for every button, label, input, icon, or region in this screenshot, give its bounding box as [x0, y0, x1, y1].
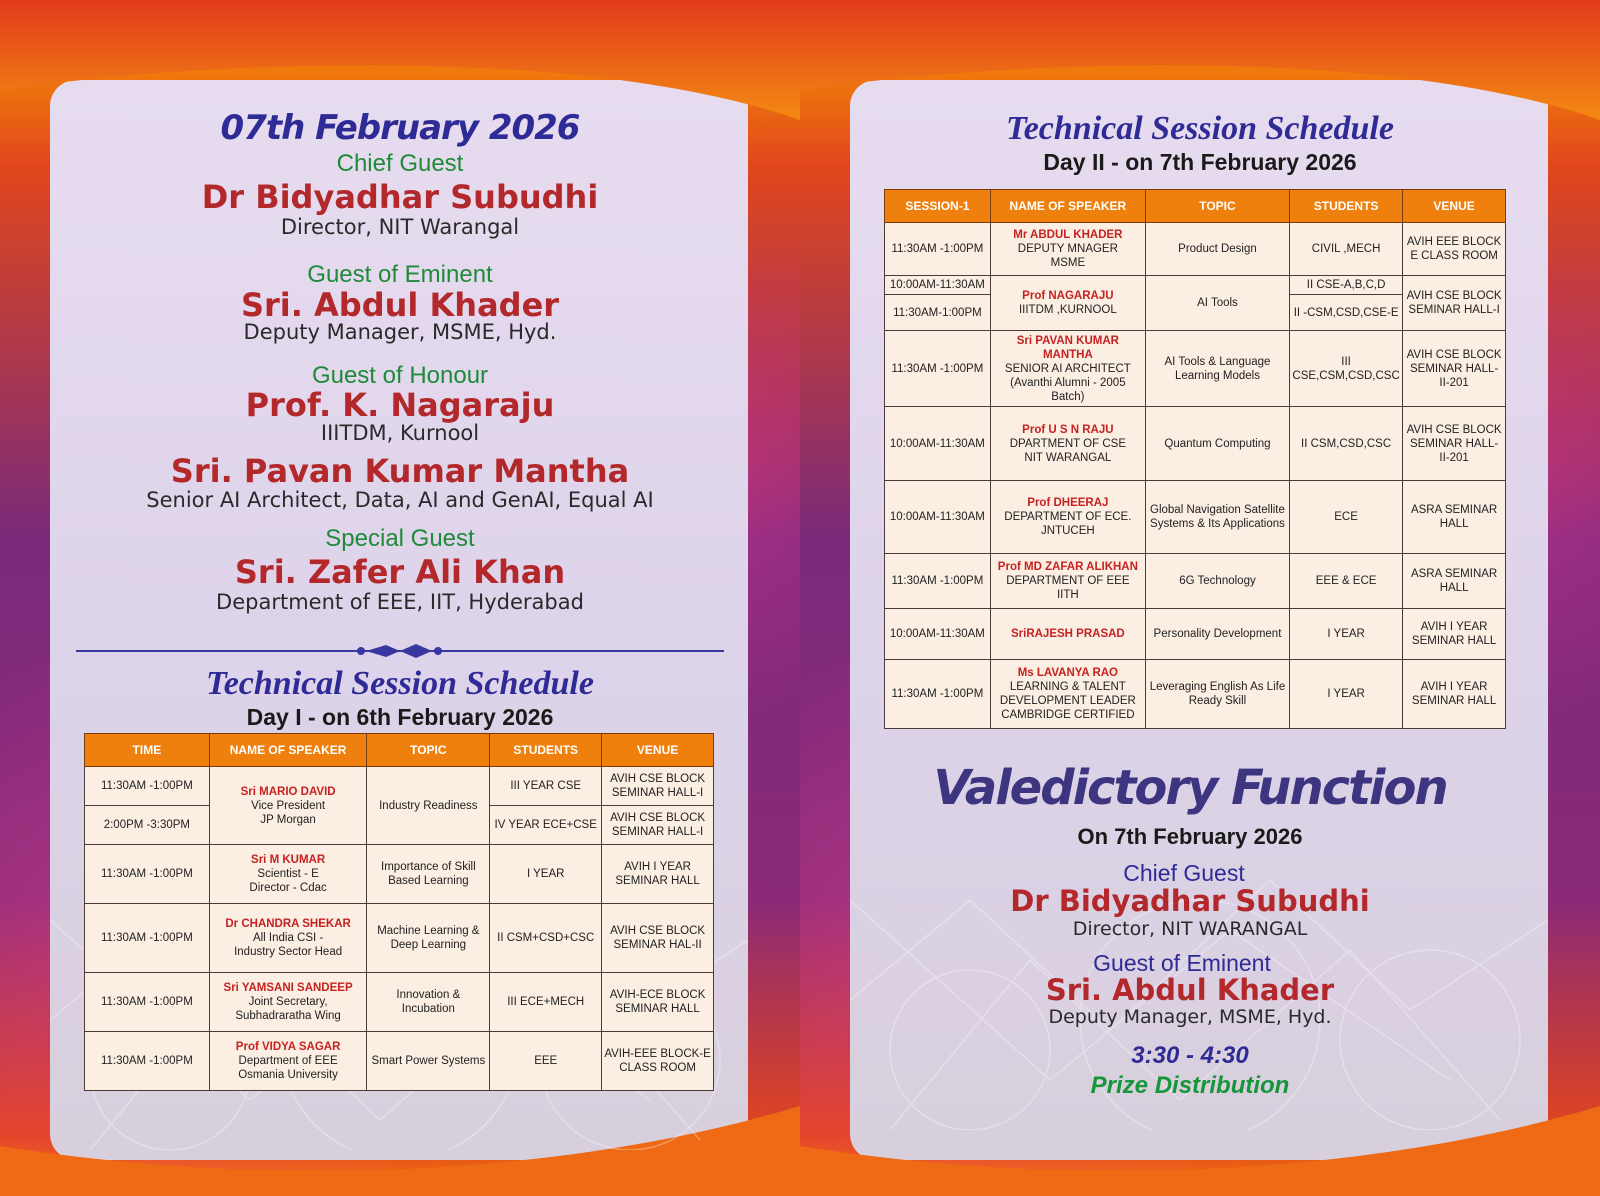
header-cell: STUDENTS	[490, 734, 602, 767]
speaker-cell	[990, 609, 1145, 660]
schedule-title: Technical Session Schedule	[1006, 110, 1394, 147]
table-row	[85, 904, 714, 973]
venue-cell: AVIH CSE BLOCK SEMINAR HALL-II-201	[1403, 331, 1506, 407]
speaker-cell	[990, 407, 1145, 481]
speaker-name: Prof VIDYA SAGAR	[235, 1041, 341, 1053]
time-cell: 10:00AM-11:30AM	[885, 276, 991, 295]
honour-guest-label: Guest of Honour	[311, 362, 489, 389]
speaker-cell	[990, 481, 1145, 554]
speaker-detail: MSME	[1050, 257, 1086, 269]
students-cell: III CSE,CSM,CSD,CSC	[1290, 331, 1403, 407]
header-cell: NAME OF SPEAKER	[990, 190, 1145, 223]
valedictory-chief-label: Chief Guest	[1123, 860, 1245, 886]
header-cell: NAME OF SPEAKER	[209, 734, 367, 767]
header-cell: VENUE	[602, 734, 714, 767]
table-row	[885, 609, 1506, 660]
speaker-detail: LEARNING & TALENT	[1009, 681, 1126, 693]
time-cell: 11:30AM -1:00PM	[885, 660, 991, 729]
table-row	[885, 660, 1506, 729]
speaker-detail: CAMBRIDGE CERTIFIED	[1001, 709, 1135, 721]
speaker-detail: Subhadraratha Wing	[235, 1010, 341, 1022]
time-cell: 11:30AM -1:00PM	[85, 845, 210, 904]
time-cell: 11:30AM -1:00PM	[85, 973, 210, 1032]
divider-ornament	[76, 640, 724, 662]
valedictory-eminent-designation: Deputy Manager, MSME, Hyd.	[1048, 1006, 1332, 1028]
topic-cell: Leveraging English As Life Ready Skill	[1145, 660, 1289, 729]
topic-cell: AI Tools	[1145, 276, 1289, 331]
students-cell: I YEAR	[490, 845, 602, 904]
eminent-guest-label: Guest of Eminent	[307, 261, 493, 288]
special-guest-designation: Department of EEE, IIT, Hyderabad	[216, 590, 584, 614]
speaker-detail: All India CSI -	[252, 932, 324, 944]
right-page	[800, 0, 1600, 1196]
speaker-detail: JNTUCEH	[1041, 525, 1095, 537]
students-cell: EEE & ECE	[1290, 554, 1403, 609]
time-cell: 11:30AM -1:00PM	[85, 1032, 210, 1091]
table-row	[885, 554, 1506, 609]
speaker-cell	[990, 554, 1145, 609]
students-cell: I YEAR	[1290, 609, 1403, 660]
prize-distribution: Prize Distribution	[1090, 1072, 1290, 1099]
students-cell: I YEAR	[1290, 660, 1403, 729]
header-cell: VENUE	[1403, 190, 1506, 223]
topic-cell: Personality Development	[1145, 609, 1289, 660]
table-header	[85, 734, 714, 767]
schedule-table-day1	[84, 733, 714, 1091]
speaker-detail: Director - Cdac	[249, 882, 327, 894]
students-cell: III ECE+MECH	[490, 973, 602, 1032]
time-cell: 2:00PM -3:30PM	[85, 806, 210, 845]
speaker-cell	[990, 223, 1145, 276]
students-cell: CIVIL ,MECH	[1290, 223, 1403, 276]
table-row	[85, 973, 714, 1032]
schedule-table-day2	[884, 189, 1506, 729]
table-row	[885, 407, 1506, 481]
table-row	[885, 223, 1506, 276]
chief-guest-label: Chief Guest	[336, 150, 464, 177]
table-row	[885, 331, 1506, 407]
valedictory-chief-name: Dr Bidyadhar Subudhi	[1010, 884, 1370, 918]
topic-cell: Global Navigation Satellite Systems & Its Applications	[1145, 481, 1289, 554]
topic-cell: Machine Learning & Deep Learning	[367, 904, 490, 973]
topic-cell: Quantum Computing	[1145, 407, 1289, 481]
speaker-detail: Vice President	[251, 799, 326, 812]
venue-cell: AVIH CSE BLOCK SEMINAR HALL-I	[602, 767, 714, 806]
students-cell: II CSM,CSD,CSC	[1290, 407, 1403, 481]
eminent-guest-name: Sri. Abdul Khader	[240, 286, 560, 324]
topic-cell: Smart Power Systems	[367, 1032, 490, 1091]
speaker-detail: SENIOR AI ARCHITECT	[1004, 362, 1131, 375]
speaker-name: Sri MARIO DAVID	[240, 785, 336, 798]
venue-cell: AVIH CSE BLOCK SEMINAR HALL-I	[602, 806, 714, 845]
valedictory-chief-designation: Director, NIT WARANGAL	[1072, 918, 1308, 940]
speaker-detail: NIT WARANGAL	[1024, 451, 1112, 464]
time-cell: 11:30AM -1:00PM	[85, 767, 210, 806]
table-row	[85, 845, 714, 904]
speaker-cell	[209, 845, 367, 904]
schedule-day: Day I - on 6th February 2026	[246, 704, 554, 730]
honour-guest-name: Prof. K. Nagaraju	[245, 386, 555, 424]
venue-cell: AVIH-EEE BLOCK-E CLASS ROOM	[602, 1032, 714, 1091]
honour-guest-name-2: Sri. Pavan Kumar Mantha	[170, 452, 630, 490]
venue-cell: AVIH I YEAR SEMINAR HALL	[1403, 660, 1506, 729]
venue-cell: AVIH-ECE BLOCK SEMINAR HALL	[602, 973, 714, 1032]
speaker-name: Mr ABDUL KHADER	[1013, 229, 1123, 241]
speaker-detail: Industry Sector Head	[234, 946, 343, 958]
table-row	[885, 481, 1506, 554]
topic-cell: Industry Readiness	[367, 767, 490, 845]
speaker-cell	[209, 973, 367, 1032]
speaker-name: Dr CHANDRA SHEKAR	[225, 918, 351, 930]
speaker-cell	[990, 660, 1145, 729]
topic-cell: Product Design	[1145, 223, 1289, 276]
venue-cell: AVIH I YEAR SEMINAR HALL	[602, 845, 714, 904]
event-date: 07th February 2026	[220, 108, 580, 148]
speaker-name: Sri YAMSANI SANDEEP	[223, 982, 353, 994]
venue-cell: ASRA SEMINAR HALL	[1403, 481, 1506, 554]
speaker-detail: DEPARTMENT OF EEE	[1006, 575, 1130, 587]
table-row	[885, 276, 1506, 295]
time-cell: 11:30AM -1:00PM	[885, 223, 991, 276]
header-cell: STUDENTS	[1290, 190, 1403, 223]
time-cell: 11:30AM -1:00PM	[85, 904, 210, 973]
topic-cell: Innovation & Incubation	[367, 973, 490, 1032]
topic-cell: Importance of Skill Based Learning	[367, 845, 490, 904]
venue-cell: AVIH CSE BLOCK SEMINAR HALL-I	[1403, 276, 1506, 331]
table-header	[885, 190, 1506, 223]
time-cell: 10:00AM-11:30AM	[885, 481, 991, 554]
valedictory-title: Valedictory Function	[933, 760, 1447, 816]
time-cell: 11:30AM-1:00PM	[885, 295, 991, 331]
time-cell: 10:00AM-11:30AM	[885, 407, 991, 481]
chief-guest-designation: Director, NIT Warangal	[280, 215, 520, 239]
time-cell: 11:30AM -1:00PM	[885, 331, 991, 407]
header-cell: TOPIC	[1145, 190, 1289, 223]
speaker-name: Ms LAVANYA RAO	[1017, 667, 1119, 679]
topic-cell: 6G Technology	[1145, 554, 1289, 609]
venue-cell: AVIH CSE BLOCK SEMINAR HAL-II	[602, 904, 714, 973]
speaker-detail: IIITDM ,KURNOOL	[1018, 304, 1117, 316]
speaker-name: Sri PAVAN KUMAR MANTHA	[1016, 334, 1119, 361]
schedule-title: Technical Session Schedule	[206, 665, 594, 702]
time-cell: 10:00AM-11:30AM	[885, 609, 991, 660]
schedule-day: Day II - on 7th February 2026	[1043, 149, 1357, 175]
speaker-name: SriRAJESH PRASAD	[1010, 628, 1125, 640]
speaker-name: Prof U S N RAJU	[1022, 423, 1114, 436]
speaker-cell	[990, 331, 1145, 407]
students-cell: III YEAR CSE	[490, 767, 602, 806]
header-cell: TOPIC	[367, 734, 490, 767]
speaker-cell	[990, 276, 1145, 331]
students-cell: II -CSM,CSD,CSE-E	[1290, 295, 1403, 331]
venue-cell: AVIH EEE BLOCK E CLASS ROOM	[1403, 223, 1506, 276]
special-guest-label: Special Guest	[325, 525, 475, 552]
table-row	[85, 767, 714, 806]
valedictory-eminent-label: Guest of Eminent	[1093, 950, 1271, 976]
speaker-detail: IITH	[1056, 589, 1079, 601]
students-cell: EEE	[490, 1032, 602, 1091]
speaker-detail: JP Morgan	[260, 813, 316, 826]
speaker-cell	[209, 904, 367, 973]
speaker-cell	[209, 767, 367, 845]
speaker-name: Prof DHEERAJ	[1027, 497, 1109, 509]
speaker-detail: Department of EEE	[238, 1055, 338, 1067]
speaker-detail: Joint Secretary,	[248, 996, 328, 1008]
students-cell: ECE	[1290, 481, 1403, 554]
students-cell: IV YEAR ECE+CSE	[490, 806, 602, 845]
speaker-name: Sri M KUMAR	[251, 854, 326, 866]
time-cell: 11:30AM -1:00PM	[885, 554, 991, 609]
valedictory-eminent-name: Sri. Abdul Khader	[1045, 973, 1335, 1007]
special-guest-name: Sri. Zafer Ali Khan	[234, 553, 566, 591]
speaker-detail: DPARTMENT OF CSE	[1009, 437, 1126, 450]
valedictory-time: 3:30 - 4:30	[1131, 1042, 1249, 1069]
speaker-detail: (Avanthi Alumni - 2005 Batch)	[1010, 376, 1126, 403]
speaker-detail: DEPARTMENT OF ECE.	[1004, 511, 1132, 523]
students-cell: II CSE-A,B,C,D	[1290, 276, 1403, 295]
topic-cell: AI Tools & Language Learning Models	[1145, 331, 1289, 407]
speaker-detail: Scientist - E	[257, 868, 319, 880]
header-cell: TIME	[85, 734, 210, 767]
honour-guest-designation-2: Senior AI Architect, Data, AI and GenAI, Equal AI	[146, 488, 654, 512]
speaker-cell	[209, 1032, 367, 1091]
table-row	[85, 1032, 714, 1091]
eminent-guest-designation: Deputy Manager, MSME, Hyd.	[243, 320, 557, 344]
students-cell: II CSM+CSD+CSC	[490, 904, 602, 973]
chief-guest-name: Dr Bidyadhar Subudhi	[201, 178, 599, 216]
honour-guest-designation: IIITDM, Kurnool	[320, 421, 480, 445]
venue-cell: AVIH CSE BLOCK SEMINAR HALL-II-201	[1403, 407, 1506, 481]
speaker-detail: Osmania University	[238, 1069, 338, 1081]
valedictory-date: On 7th February 2026	[1077, 824, 1303, 849]
venue-cell: ASRA SEMINAR HALL	[1403, 554, 1506, 609]
header-cell: SESSION-1	[885, 190, 991, 223]
venue-cell: AVIH I YEAR SEMINAR HALL	[1403, 609, 1506, 660]
speaker-name: Prof MD ZAFAR ALIKHAN	[997, 561, 1138, 573]
speaker-name: Prof NAGARAJU	[1022, 290, 1114, 302]
speaker-detail: DEPUTY MNAGER	[1017, 243, 1118, 255]
speaker-detail: DEVELOPMENT LEADER	[999, 695, 1136, 707]
